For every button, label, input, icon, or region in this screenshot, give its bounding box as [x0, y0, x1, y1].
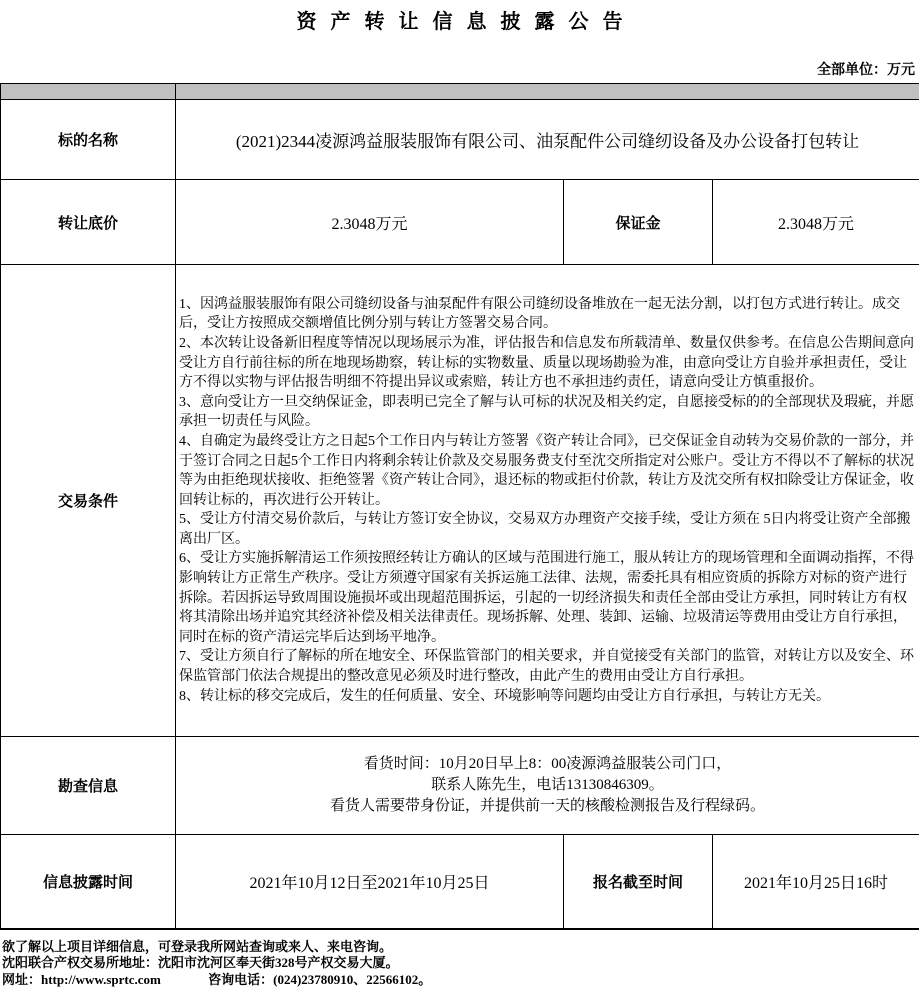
subject-label: 标的名称	[1, 100, 176, 180]
footer-line-contact	[2, 972, 919, 989]
base-price-value: 2.3048万元	[176, 180, 564, 265]
condition-item-5: 5、受让方付清交易价款后，与转让方签订安全协议，交易双方办理资产交接手续，受让方须在 5日内将受让资产全部搬离出厂区。	[179, 512, 911, 547]
row-survey-info	[1, 737, 919, 835]
footer-notes	[0, 939, 919, 989]
footer-phone: 咨询电话：(024)23780910、22566102。	[208, 971, 432, 987]
conditions-text	[176, 265, 919, 737]
conditions-label: 交易条件	[1, 265, 176, 737]
page-title: 资产转让信息披露公告	[296, 11, 637, 33]
row-conditions	[1, 265, 919, 737]
registration-deadline-value: 2021年10月25日16时	[713, 835, 919, 929]
condition-item-6: 6、受让方实施拆解清运工作须按照经转让方确认的区域与范围进行施工，服从转让方的现场管理和全面调动指挥，不得影响转让方正常生产秩序。受让方须遵守国家有关拆运施工法律、法规，需委托具有相应资质的拆除方对标的资产进行拆除。若因拆运导致周围设施损坏或出现超范围拆运，引起的一切经济损失和责任全部由受让方承担，同时转让方有权将其清除出场并追究其经济补偿及相关法律责任。现场拆解、处理、装卸、运输、垃圾清运等费用由受让方自行承担，同时在标的资产清运完毕后达到场平地净。	[179, 551, 914, 645]
footer-website: 网址：http://www.sprtc.com	[2, 971, 161, 987]
footer-line-address: 沈阳联合产权交易所地址：沈阳市沈河区奉天街328号产权交易大厦。	[2, 955, 399, 970]
row-price	[1, 180, 919, 265]
base-price-label: 转让底价	[1, 180, 176, 265]
condition-item-8: 8、转让标的移交完成后，发生的任何质量、安全、环境影响等问题均由受让方自行承担，与转让方无关。	[179, 688, 830, 704]
condition-item-3: 3、意向受让方一旦交纳保证金，即表明已完全了解与认可标的状况及相关约定，自愿接受标的的全部现状及瑕疵，并愿承担一切责任与风险。	[179, 394, 914, 430]
condition-item-2: 2、本次转让设备新旧程度等情况以现场展示为准，评估报告和信息发布所载清单、数量仅供参考。在信息公告期间意向受让方自行前往标的所在地现场勘察，转让标的实物数量、质量以现场勘验为准，由意向受让方自验并承担责任，受让方不得以实物与评估报告明细不符提出异议或索赔，转让方也不承担违约责任，请意向受让方慎重报价。	[179, 335, 914, 391]
deposit-value: 2.3048万元	[713, 180, 919, 265]
disclosure-period-label: 信息披露时间	[1, 835, 176, 929]
announcement-table	[0, 83, 919, 930]
survey-line-3: 看货人需要带身份证，并提供前一天的核酸检测报告及行程绿码。	[330, 798, 766, 814]
units-note: 全部单位：万元	[817, 63, 915, 78]
footer-line-info: 欲了解以上项目详细信息，可登录我所网站查询或来人、来电咨询。	[2, 938, 393, 954]
survey-label: 勘查信息	[1, 737, 176, 835]
row-subject-name	[1, 100, 919, 180]
survey-line-1: 看货时间：10月20日早上8：00凌源鸿益服装公司门口，	[363, 756, 732, 772]
header-cell-right	[176, 84, 919, 100]
table-header-row	[1, 84, 919, 100]
subject-value: (2021)2344凌源鸿益服装服饰有限公司、油泵配件公司缝纫设备及办公设备打包转让	[176, 100, 919, 180]
condition-item-4: 4、自确定为最终受让方之日起5个工作日内与转让方签署《资产转让合同》，已交保证金自动转为交易价款的一部分，并于签订合同之日起5个工作日内将剩余转让价款及交易服务费支付至沈交所指定对公账户。受让方不得以不了解标的状况等为由拒绝现状接收、拒绝签署《资产转让合同》，退还标的物或拒付价款，转让方及沈交所有权扣除受让方保证金，收回转让标的，再次进行公开转让。	[179, 433, 914, 508]
disclosure-period-value: 2021年10月12日至2021年10月25日	[176, 835, 564, 929]
deposit-label: 保证金	[564, 180, 713, 265]
survey-text	[176, 737, 919, 835]
registration-deadline-label: 报名截至时间	[564, 835, 713, 929]
condition-item-1: 1、因鸿益服装服饰有限公司缝纫设备与油泵配件有限公司缝纫设备堆放在一起无法分割，以打包方式进行转让。成交后，受让方按照成交额增值比例分别与转让方签署交易合同。	[179, 296, 900, 332]
header-cell-left	[1, 84, 176, 100]
row-disclosure-time	[1, 835, 919, 929]
survey-line-2: 联系人陈先生，电话13130846309。	[431, 777, 664, 793]
announcement-page	[0, 9, 919, 988]
condition-item-7: 7、受让方须自行了解标的所在地安全、环保监管部门的相关要求，并自觉接受有关部门的监管，对转让方以及安全、环保监管部门依法合规提出的整改意见必须及时进行整改，由此产生的费用由受让方自行承担。	[179, 649, 914, 685]
